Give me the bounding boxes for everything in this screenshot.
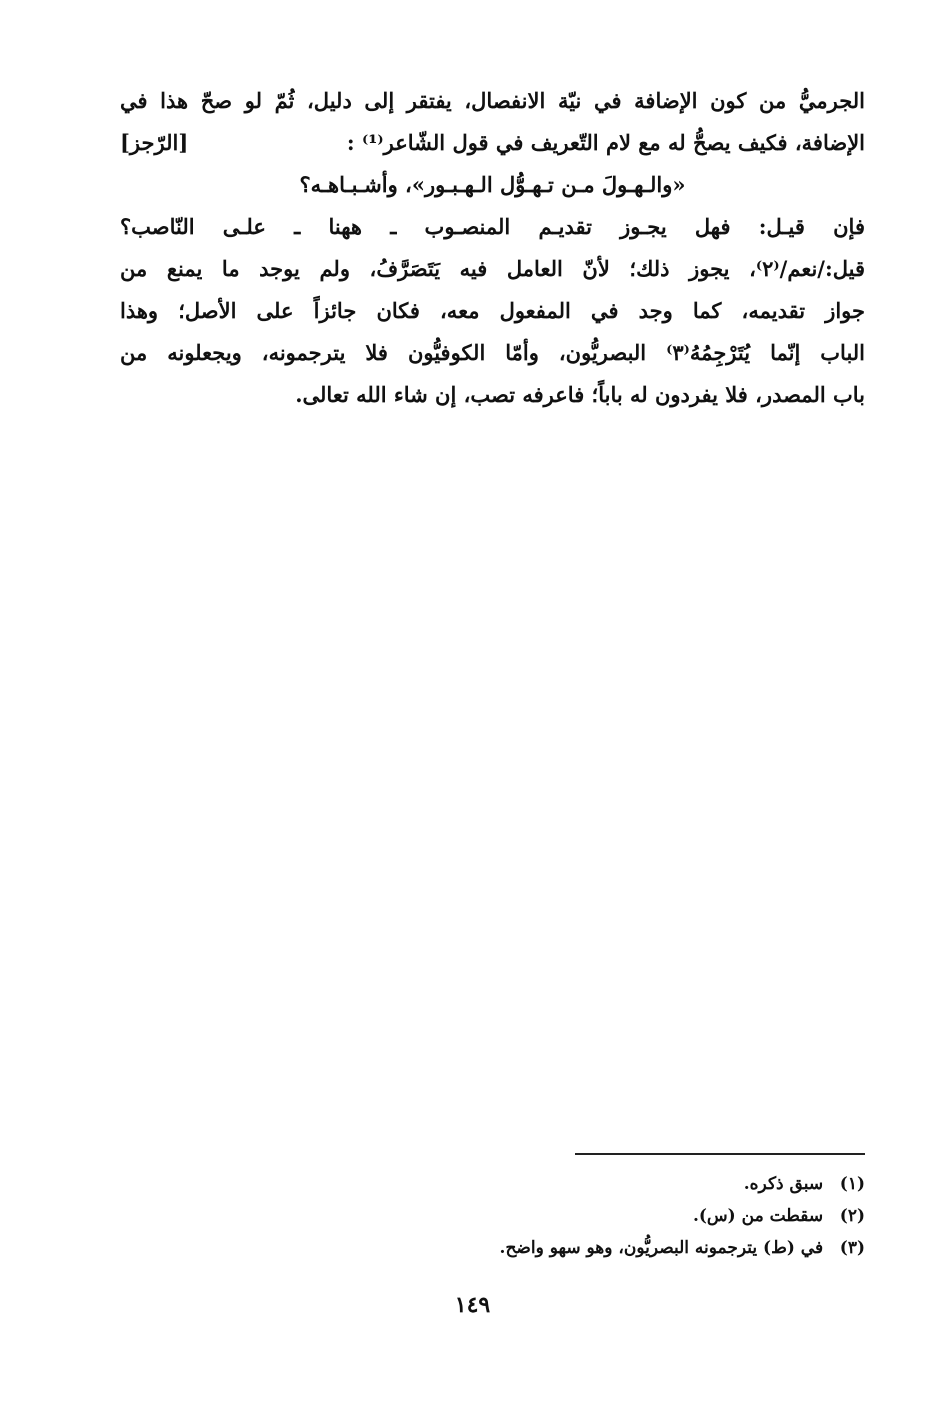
text-line-7: الباب إنّما يُتَرْجِمُهُ⁽٣⁾ البصريُّون، وأمّا الكوفيُّون فلا يترجمونه، ويجعلونه من [120,340,865,365]
footnote-number: (١) [839,1174,865,1194]
main-text [120,80,865,416]
text-line-2 [120,122,865,164]
text-line-4: فإن قيـل: فهل يجـوز تقديـم المنصـوب ـ ههنا ـ علـى النّاصب؟ [120,214,865,239]
text-line-1: الجرميُّ من كون الإضافة في نيّة الانفصال، يفتقر إلى دليل، ثُمّ لو صحّ هذا في [120,88,865,113]
footnote-number: (٣) [839,1238,865,1258]
text-line-6: جواز تقديمه، كما وجد في المفعول معه، فكان جائزاً على الأصل؛ وهذا [120,298,865,323]
page-number: ١٤٩ [454,1292,491,1318]
footnote-item [300,1200,865,1232]
footnote-text: سبق ذكره. [743,1174,824,1194]
text-line-2-content: الإضافة، فكيف يصحُّ له مع لام التّعريف في قول الشّاعر⁽¹⁾ : [346,130,865,155]
footnote-item [300,1168,865,1200]
footnote-separator [575,1153,865,1155]
poetry-verse: «والـهـولَ مـن تـهـوُّل الـهـبـور»، وأشـبـاهـه؟ [299,172,686,197]
footnote-text: في (ط) يترجمونه البصريُّون، وهو سهو واضح. [499,1238,824,1258]
footnotes [300,1168,865,1264]
meter-label: [الرّجز] [120,130,189,155]
footnote-text: سقطت من (س). [692,1206,824,1226]
text-line-5: قيل:/نعم/⁽٢⁾، يجوز ذلك؛ لأنّ العامل فيه يَتَصَرَّفُ، ولم يوجد ما يمنع من [120,256,865,281]
footnote-number: (٢) [839,1206,865,1226]
text-line-8: باب المصدر، فلا يفردون له باباً؛ فاعرفه تصب، إن شاء الله تعالى. [295,382,865,407]
footnote-item [300,1232,865,1264]
